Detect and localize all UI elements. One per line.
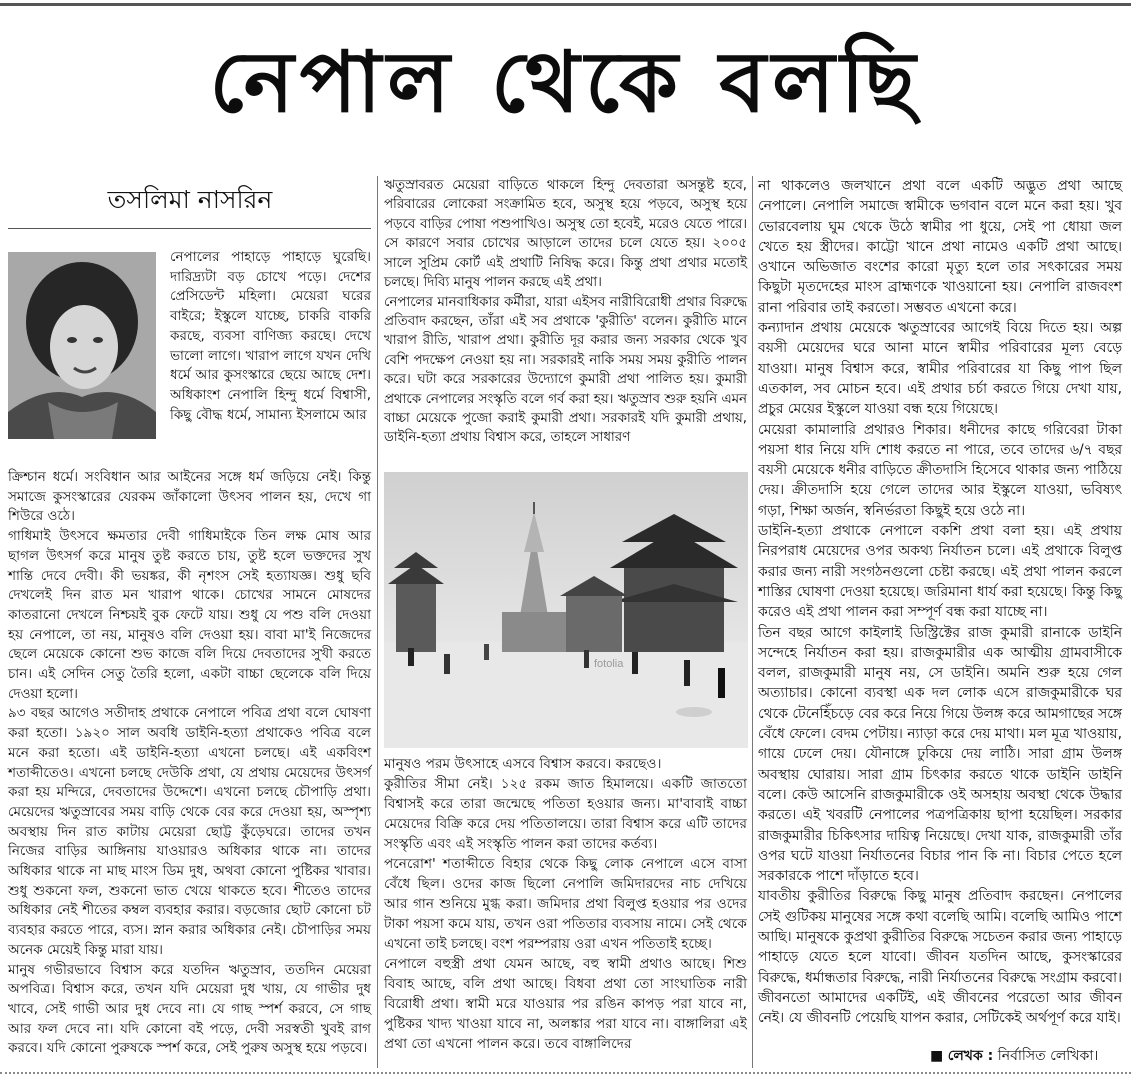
byline-rule	[8, 228, 371, 229]
paragraph: না থাকলেও জলখানে প্রথা বলে একটি অদ্ভুত প্রথা আছে নেপালে। নেপালি সমাজে স্বামীকে ভগবান বলে মনে করা হয়। খুব ভোরবেলায় ঘুম থেকে উঠে স্বামীর পা ধুয়ে, সেই পা ধোয়া জল খেতে হয় স্ত্রীদের। কাট্টো খানে প্রথা নামেও একটি প্রথা আছে। ওখানে অভিজাত বংশের কারো মৃত্যু হলে তার সৎকারের সময় কিছুটা মৃতদেহের মাংস ব্রাহ্মণকে খাওয়ানো হয়। নেপালি রাজবংশ রানা পরিবার তাই করতো। সম্ভবত এখনো করে।	[758, 178, 1122, 316]
column-3	[758, 176, 1122, 1028]
column-1	[8, 468, 371, 1059]
paragraph: তিন বছর আগে কাইলাই ডিস্ট্রিক্টের রাজ কুমারী রানাকে ডাইনি সন্দেহে নির্যাতন করা হয়। রাজকুমারীর এক আত্মীয় গ্রামবাসীকে বলল, রাজকুমারী মানুষ নয়, সে ডাইনি। অমনি শুরু হয়ে গেল অত্যাচার। কোনো ব্যবস্থা এক দল লোক এসে রাজকুমারীকে ঘর থেকে টেনেহিঁচড়ে বের করে নিয়ে গিয়ে উলঙ্গ করে আমগাছের সঙ্গে বেঁধে ফেলে। বেদম পেটায়। ন্যাড়া করে দেয় মাথা। মল মূত্র খাওয়ায়, গায়ে ঢেলে দেয়। যৌনাঙ্গে ঢুকিয়ে দেয় লাঠি। সারা গ্রাম উলঙ্গ অবস্থায় ঘোরায়। সারা গ্রাম চিৎকার করতে থাকে ডাইনি ডাইনি বলে। কেউ আসেনি রাজকুমারীকে ওই অসহায় অবস্থা থেকে উদ্ধার করতে। এই খবরটি নেপালের পত্রপত্রিকায় ছাপা হয়েছিল। সরকার রাজকুমারীর চিকিৎসার দায়িত্ব নিয়েছে। দেখা যাক, রাজকুমারী তাঁর ওপর ঘটে যাওয়া নির্যাতনের বিচার পান কি না। বিচার পেতে হলে সরকারকে পাশে দাঁড়াতে হবে।	[758, 624, 1123, 885]
paragraph: যাবতীয় কুরীতির বিরুদ্ধে কিছু মানুষ প্রতিবাদ করছেন। নেপালের সেই গুটিকয় মানুষের সঙ্গে কথা বলেছি আমি। বলেছি আমিও পাশে আছি। মানুষকে কুপ্রথা কুরীতির বিরুদ্ধে সচেতন করার জন্য পাহাড়ে পাহাড়ে যেতে হলে যাবো। জীবন যতদিন আছে, কুসংস্কারের বিরুদ্ধে, ধর্মান্ধতার বিরুদ্ধে, নারী নির্যাতনের বিরুদ্ধে সংগ্রাম করবো। জীবনতো আমাদের একটিই, এই জীবনের পরেতো আর জীবন নেই। যে জীবনটি পেয়েছি যাপন করার, সেটিকেই অর্থপূর্ণ করে যাই।	[758, 888, 1122, 1027]
column-2-top	[384, 176, 747, 448]
intro-text: নেপালের পাহাড়ে পাহাড়ে ঘুরেছি। দারিদ্র্যটা বড় চোখে পড়ে। দেশের প্রেসিডেন্ট মহিলা। মেয়েরা ঘরের বাইরে; ইস্কুলে যাচ্ছে, চাকরি বাকরি করছে, ব্যবসা বাণিজ্য করছে। দেখে ভালো লাগে। খারাপ লাগে যখন দেখি ধর্মে আর কুসংস্কারে ছেয়ে আছে দেশ। অধিকাংশ নেপালি হিন্দু ধর্মে বিশ্বাসী, কিছু বৌদ্ধ ধর্মে, সামান্য ইসলামে আর	[170, 249, 371, 423]
paragraph: ডাইনি-হত্যা প্রথাকে নেপালে বকশি প্রথা বলা হয়। এই প্রথায় নিরপরাধ মেয়েদের ওপর অকথ্য নির্যাতন চলে। এই প্রথাকে বিলুপ্ত করার জন্য নারী সংগঠনগুলো চেষ্টা করছে। এই প্রথা পালন করলে শাস্তির ঘোষণা দেওয়া হয়েছে। জরিমানা ধার্য করা হয়েছে। কিন্তু কিছু করেও এই প্রথা পালন করা সম্পূর্ণ বন্ধ করা যাচ্ছে না।	[758, 523, 1122, 621]
temple-photo	[384, 472, 748, 748]
author-note-marker: ■	[930, 1048, 944, 1064]
image-watermark: fotolia	[594, 658, 624, 670]
column-rule-1	[377, 176, 378, 1068]
paragraph: কুরীতির সীমা নেই। ১২৫ রকম জাত হিমালয়ে। একটি জাততো বিশ্বাসই করে তারা জন্মেছে পতিতা হওয়ার জন্য। মা'বাবাই বাচ্চা মেয়েদের বিক্রি করে দেয় পতিতালয়ে। তারা বিশ্বাস করে এটি তাদের সংস্কৃতি এবং এই সংস্কৃতি পালন করা তাদের কর্তব্য।	[384, 776, 747, 852]
paragraph: গাধিমাই উৎসবে ক্ষমতার দেবী গাধিমাইকে তিন লক্ষ মোষ আর ছাগল উৎসর্গ করে মানুষ তুষ্ট করতে চায়, তুষ্ট হলে ভক্তদের সুখ শান্তি দেবে দেবী। কী ভয়ঙ্কর, কী নৃশংস সেই হত্যাযজ্ঞ। শুধু ছবি দেখলেই দিন রাত মন খারাপ থাকে। চোখের সামনে মোষদের কাতরানো দেখলে নিশ্চয়ই বুক ফেটে যায়। শুধু যে পশু বলি দেওয়া হয় নেপালে, তা নয়, মানুষও বলি দেওয়া হয়। বাবা মা'ই নিজেদের ছেলে মেয়েকে কোনো শুভ কাজে বলি দিয়ে দেবতাদের সুখী করতে চান। এই সেদিন সেতু তৈরি হলো, একটা বাচ্চা ছেলেকে বলি দিয়ে দেওয়া হলো।	[8, 528, 371, 702]
bottom-dotted-rule	[0, 1072, 1131, 1074]
paragraph: নেপালের মানবাধিকার কর্মীরা, যারা এইসব নারীবিরোধী প্রথার বিরুদ্ধে প্রতিবাদ করছেন, তাঁরা এই সব প্রথাকে 'কুরীতি' বলেন। কুরীতি মানে খারাপ রীতি, খারাপ প্রথা। কুরীতি দূর করার জন্য সরকার থেকে খুব বেশি পদক্ষেপ নেওয়া হয় না। সরকারই নাকি সময় সময় কুরীতি পালন করে। ঘটা করে সরকারের উদ্যোগে কুমারী প্রথা পালিত হয়। কুমারী প্রথাকে নেপালের সংস্কৃতি বলে গর্ব করা হয়। ঋতুস্রাব শুরু হয়নি এমন বাচ্চা মেয়েকে পুজো করাই কুমারী প্রথা। সরকারই যদি কুমারী প্রথায়, ডাইনি-হত্যা প্রথায় বিশ্বাস করে, তাহলে সাধারণ	[384, 294, 747, 446]
paragraph: ঋতুস্রাবরত মেয়েরা বাড়িতে থাকলে হিন্দু দেবতারা অসন্তুষ্ট হবে, পরিবারের লোকেরা সংক্রামিত হবে, অসুস্থ হয়ে পড়বে, অসুস্থ হয়ে পড়বে বাড়ির পোষা পশুপাখিও। অসুস্থ তো হবেই, মরেও যেতে পারে। সে কারণে সবার চোখের আড়ালে তাদের চলে যেতে হয়। ২০০৫ সালে সুপ্রিম কোর্ট এই প্রথাটি নিষিদ্ধ করে। কিন্তু প্রথা প্রথার মতোই চলছে। দিব্যি মানুষ পালন করছে এই প্রথা।	[384, 178, 747, 291]
column-rule-2	[752, 176, 753, 1068]
author-photo	[8, 252, 156, 439]
author-photo-image	[8, 252, 156, 439]
author-note	[930, 1046, 1098, 1066]
column-2-bottom	[384, 754, 747, 1054]
paragraph: পনেরোশ' শতাব্দীতে বিহার থেকে কিছু লোক নেপালে এসে বাসা বেঁধে ছিল। ওদের কাজ ছিলো নেপালি জমিদারদের নাচ দেখিয়ে আর গান শুনিয়ে মুগ্ধ করা। জমিদার প্রথা বিলুপ্ত হওয়ার পর ওদের টাকা পয়সা কমে যায়, তখন ওরা পতিতার ব্যবসায় নামে। সেই থেকে এখনো তাই চলছে। বংশ পরম্পরায় ওরা এখন পতিতাই হচ্ছে।	[384, 856, 747, 952]
paragraph: ক্রিশ্চান ধর্মে। সংবিধান আর আইনের সঙ্গে ধর্ম জড়িয়ে নেই। কিন্তু সমাজে কুসংস্কারের যেরকম জাঁকালো উৎসব পালন হয়, দেখে গা শিউরে ওঠে।	[8, 469, 371, 525]
author-note-text: নির্বাসিত লেখিকা।	[997, 1048, 1099, 1064]
paragraph: ৯৩ বছর আগেও সতীদাহ প্রথাকে নেপালে পবিত্র প্রথা বলে ঘোষণা করা হতো। ১৯২০ সাল অবধি ডাইনি-হত্যা প্রথাকেও পবিত্র বলে মনে করা হতো। এই ডাইনি-হত্যা এখনো চলছে। এই একবিংশ শতাব্দীতেও। এখনো চলছে দেউকি প্রথা, যে প্রথায় মেয়েদের উৎসর্গ করা হয় মন্দিরে, দেবতাদের উদ্দেশে। এখনো চলছে চৌপাড়ি প্রথা। মেয়েদের ঋতুস্রাবের সময় বাড়ি থেকে বের করে দেওয়া হয়, অস্পৃশ্য অবস্থায় দিন রাত কাটায় মেয়েরা ছোট্ট কুঁড়েঘরে। তাদের তখন নিজের বাড়ির আঙ্গিনায় যাওয়ারও অধিকার থাকে না। তাদের অধিকার থাকে না মাছ মাংস ডিম দুধ, অথবা কোনো পুষ্টিকর খাবার। শুধু শুকনো ফল, শুকনো ভাত খেয়ে থাকতে হবে। শীতেও তাদের অধিকার নেই শীতের কম্বল ব্যবহার করার। বড়জোর ছোট কোনো চট ব্যবহার করতে পারে, ব্যস। স্নান করার অধিকার নেই। চৌপাড়ির সময় অনেক মেয়েই কিন্তু মারা যায়।	[8, 705, 371, 958]
paragraph: মেয়েরা কামালারি প্রথারও শিকার। ধনীদের কাছে গরিবেরা টাকা পয়সা ধার নিয়ে যদি শোধ করতে না পারে, তবে তাদের ৬/৭ বছর বয়সী মেয়েকে ধনীর বাড়িতে ক্রীতদাসি হিসেবে থাকার জন্য পাঠিয়ে দেয়। ক্রীতদাসি হয়ে গেলে তাদের আর ইস্কুলে যাওয়া, ভবিষ্যৎ গড়া, শিক্ষা অর্জন, স্বনির্ভরতা কিছুই হয়ে ওঠে না।	[758, 421, 1122, 519]
paragraph: কন্যাদান প্রথায় মেয়েকে ঋতুস্রাবের আগেই বিয়ে দিতে হয়। অল্প বয়সী মেয়েদের ঘরে আনা মানে স্বামীর পরিবারের মূল্য বেড়ে যাওয়া। মানুষ বিশ্বাস করে, স্বামীর পরিবারের যা কিছু পাপ ছিল এতকাল, সব মোচন হবে। এই প্রথার চর্চা করতে গিয়ে দেখা যায়, প্রচুর মেয়ের ইস্কুলে যাওয়া বন্ধ হয়ে গিয়েছে।	[758, 320, 1122, 418]
byline: তসলিমা নাসরিন	[107, 185, 273, 214]
author-note-label: লেখক :	[947, 1048, 994, 1064]
top-rule	[0, 3, 1131, 6]
paragraph: মানুষও পরম উৎসাহে এসবে বিশ্বাস করবে। করছেও।	[384, 756, 662, 772]
paragraph: নেপালে বহুস্ত্রী প্রথা যেমন আছে, বহু স্বামী প্রথাও আছে। শিশু বিবাহ আছে, বলি প্রথা আছে। বিধবা প্রথা তো সাংঘাতিক নারী বিরোধী প্রথা। স্বামী মরে যাওয়ার পর রঙিন কাপড় পরা যাবে না, পুষ্টিকর খাদ্য খাওয়া যাবে না, অলঙ্কার পরা যাবে না। বাঙ্গালিরা এই প্রথা তো এখনো পালন করে। তবে বাঙ্গালিদের	[384, 956, 747, 1052]
temple-photo-image	[384, 472, 748, 748]
paragraph: মানুষ গভীরভাবে বিশ্বাস করে যতদিন ঋতুস্রাব, ততদিন মেয়েরা অপবিত্র। বিশ্বাস করে, তখন যদি মেয়েরা দুধ খায়, যে গাভীর দুধ খাবে, সেই গাভী আর দুধ দেবে না। যে গাছ স্পর্শ করবে, সে গাছ আর ফল দেবে না। যদি কোনো বই পড়ে, দেবী সরস্বতী খুবই রাগ করবে। যদি কোনো পুরুষকে স্পর্শ করে, সেই পুরুষ অসুস্থ হয়ে পড়বে।	[8, 961, 371, 1057]
headline: নেপাল থেকে বলছি	[209, 32, 922, 131]
